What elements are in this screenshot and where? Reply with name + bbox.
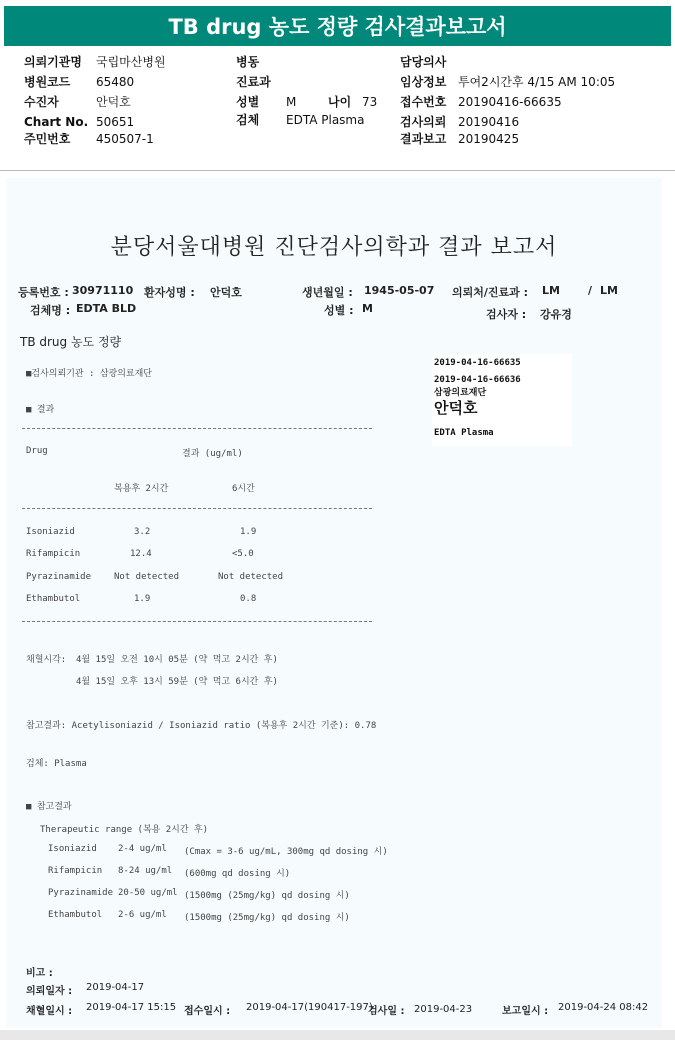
reg-no-value: 30971110 (72, 284, 134, 297)
report-heading: 분당서울대병원 진단검사의학과 결과 보고서 (110, 235, 558, 260)
col-drug-header: Drug (26, 446, 48, 456)
test-name: TB drug 농도 정량 (20, 335, 122, 349)
reg-no-label: 등록번호 : (18, 286, 69, 299)
sticker-org: 삼광의료재단 (434, 388, 487, 398)
collect-time-label: 채혈시각: (26, 655, 67, 665)
specimen-label: 검체명 : (30, 304, 71, 317)
dept-value-1: LM (542, 284, 560, 297)
dob-value: 1945-05-07 (364, 284, 435, 297)
requesting-org: ■검사의뢰기관 : 삼광의료재단 (26, 369, 153, 379)
divider-line (22, 428, 372, 429)
dept-separator: / (588, 284, 593, 297)
collect-time-1: 4월 15일 오전 10시 05분 (약 먹고 2시간 후) (76, 655, 278, 665)
test-date-value: 2019-04-23 (414, 1004, 473, 1015)
dept-label: 의뢰처/진료과 : (452, 286, 529, 299)
specimen-value: EDTA BLD (76, 302, 137, 315)
collect-date-value: 2019-04-17 15:15 (86, 1002, 177, 1013)
divider-line (22, 508, 372, 509)
page-title: TB drug 농도 정량 검사결과보고서 (168, 15, 507, 39)
scanned-report: 분당서울대병원 진단검사의학과 결과 보고서 등록번호 : 30971110 환자성명 : 안덕호 생년월일 : 1945-05-07 의뢰처/진료과 : LM / LM 검체명 : EDTA BLD 성별 : M 검사자 : 강유경 TB drug 농도 정량 ■검사의뢰기관 : 삼광의료재단 ■ 결과 Drug 결과 (ug/ml) 복용후 2시간 6시간 Isoniazid 3.2 1.9 Rifampicin 12.4 <5.0 Pyrazinamide Not detected Not detected Ethambutol 1.9 0.8 채혈시각: 4월 15일 오전 10시 05분 (약 먹고 2시간 후) 4월 15일 오후 13시 59분 (약 먹고 6시간 후) 참고결과: Acetylisoniazid / Isoniazid ratio (복용후 2시간 기준): 0.78 검체: Plasma ■ 참고결과 Therapeutic range (복용 2시간 후) Isoniazid 2-4 ug/ml (Cmax = 3-6 ug/mL, 300mg qd dosing 시) Rifampicin 8-24 ug/ml (600mg qd dosing 시) Pyrazinamide 20-50 ug/ml (1500mg (25mg/kg) qd dosing 시) Ethambutol 2-6 ug/ml (1500mg (25mg/kg) qd dosing 시) 비고 : 의뢰일자 : 2019-04-17 채혈일시 : 2019-04-17 15:15 접수일시 : 2019-04-17(190417-197) 검사일 : 2019-04-23 보고일시 : 2019-04-24 08:42 2019-04-16-66635 2019-04-16-66636 삼광의료재단 안덕호 EDTA Plasma (6, 178, 662, 1028)
report-date-label: 보고일시 : (502, 1006, 549, 1017)
ratio-result: 참고결과: Acetylisoniazid / Isoniazid ratio (복용후 2시간 기준): 0.78 (26, 721, 377, 731)
result-heading: ■ 결과 (26, 405, 55, 415)
specimen-label-sticker (432, 354, 572, 446)
receipt-date-value: 2019-04-17(190417-197) (246, 1002, 373, 1013)
receipt-date-label: 접수일시 : (184, 1006, 231, 1017)
reference-subtitle: Therapeutic range (복용 2시간 후) (40, 825, 209, 835)
col-2h-header: 복용후 2시간 (114, 484, 169, 494)
col-result-header: 결과 (ug/ml) (182, 449, 243, 459)
col-6h-header: 6시간 (232, 484, 255, 494)
bottom-strip (0, 1030, 675, 1040)
sticker-specimen: EDTA Plasma (434, 428, 494, 438)
sex-label: 성별 : (324, 304, 354, 317)
sticker-id-1: 2019-04-16-66635 (434, 358, 521, 368)
test-date-label: 검사일 : (368, 1006, 405, 1017)
collect-date-label: 채혈일시 : (26, 1006, 73, 1017)
collect-time-2: 4월 15일 오후 13시 59분 (약 먹고 6시간 후) (76, 677, 278, 687)
sticker-patient-name: 안덕호 (434, 399, 478, 417)
report-date-value: 2019-04-24 08:42 (558, 1002, 649, 1013)
specimen-note: 검체: Plasma (26, 759, 87, 769)
patient-name-label: 환자성명 : (144, 286, 195, 299)
divider-line (22, 621, 372, 622)
sticker-id-2: 2019-04-16-66636 (434, 375, 521, 385)
header-divider (0, 170, 675, 171)
request-date-value: 2019-04-17 (86, 982, 145, 993)
sex-value: M (362, 302, 373, 315)
patient-name-value: 안덕호 (210, 286, 242, 299)
dob-label: 생년월일 : (302, 286, 353, 299)
tester-label: 검사자 : (486, 308, 527, 321)
request-date-label: 의뢰일자 : (26, 986, 73, 997)
remarks-label: 비고 : (26, 968, 53, 979)
tester-value: 강유경 (540, 308, 572, 321)
dept-value-2: LM (600, 284, 618, 297)
report-title-bar (4, 6, 671, 46)
reference-heading: ■ 참고결과 (26, 802, 72, 812)
